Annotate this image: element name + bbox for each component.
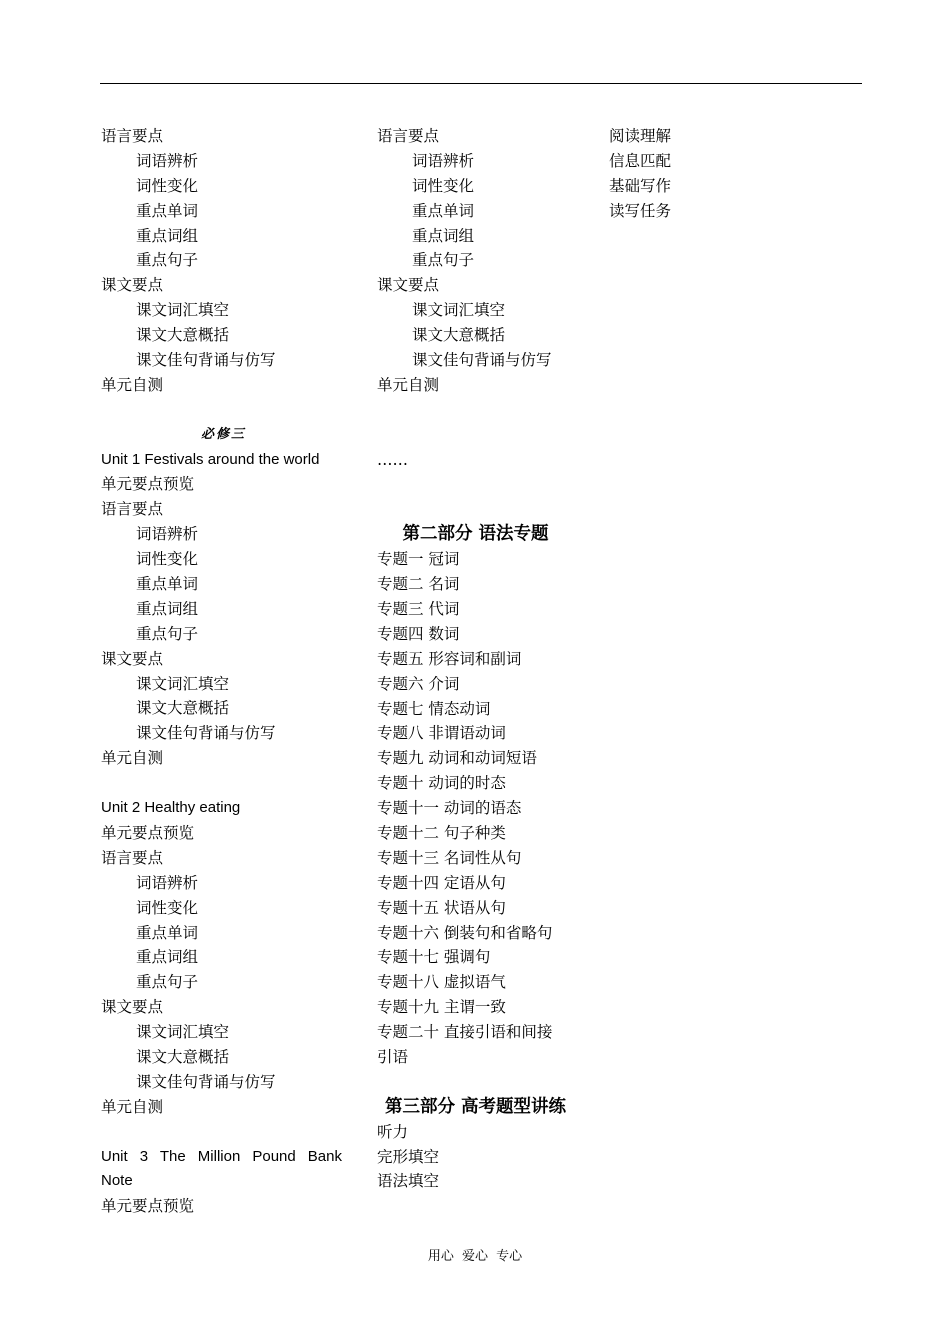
section-text-points: 课文要点 [101, 276, 164, 295]
toc-item: 课文大意概括 [136, 1047, 230, 1066]
topic-item-continuation: 引语 [377, 1047, 409, 1066]
toc-item: 重点句子 [412, 251, 475, 270]
topic-item: 专题二 名词 [377, 575, 460, 594]
topic-item: 专题十二 句子种类 [377, 823, 506, 842]
part-2-title: 第二部分 语法专题 [402, 524, 549, 545]
topic-item: 专题四 数词 [377, 624, 460, 643]
toc-item: 课文词汇填空 [136, 1023, 230, 1042]
topic-item: 专题十六 倒装句和省略句 [377, 923, 553, 942]
toc-item: 重点句子 [136, 624, 199, 643]
toc-item: 课文佳句背诵与仿写 [136, 1072, 276, 1091]
question-type-item: 阅读理解 [609, 127, 672, 145]
toc-item: 词性变化 [412, 176, 475, 195]
section-unit-preview: 单元要点预览 [101, 823, 195, 842]
section-unit-preview: 单元要点预览 [101, 475, 195, 494]
section-text-points: 课文要点 [377, 276, 440, 295]
toc-item: 重点单词 [412, 201, 475, 220]
toc-item: 重点单词 [136, 575, 199, 594]
topic-item: 专题十七 强调句 [377, 948, 491, 967]
unit-title: Unit 1 Festivals around the world [101, 450, 320, 468]
question-type-item: 完形填空 [377, 1147, 440, 1166]
topic-item: 专题七 情态动词 [377, 699, 491, 718]
topic-item: 专题十 动词的时态 [377, 774, 506, 793]
section-unit-test: 单元自测 [377, 375, 440, 394]
topic-item: 专题一 冠词 [377, 550, 460, 569]
section-language-points: 语言要点 [101, 127, 164, 145]
section-language-points: 语言要点 [101, 848, 164, 867]
toc-item: 重点单词 [136, 923, 199, 942]
topic-item: 专题八 非谓语动词 [377, 724, 506, 743]
unit-title: Unit 3 The Million Pound Bank Note [101, 1147, 342, 1190]
toc-item: 课文词汇填空 [136, 301, 230, 320]
toc-item: 词性变化 [136, 898, 199, 917]
topic-item: 专题九 动词和动词短语 [377, 749, 537, 768]
toc-item: 课文大意概括 [136, 699, 230, 718]
question-type-item: 语法填空 [377, 1172, 440, 1191]
header-rule [100, 83, 862, 84]
topic-item: 专题十五 状语从句 [377, 898, 506, 917]
toc-item: 词语辨析 [136, 151, 199, 170]
question-type-item: 读写任务 [609, 201, 672, 220]
toc-item: 课文词汇填空 [136, 674, 230, 693]
toc-item: 词语辨析 [136, 525, 199, 544]
toc-item: 重点句子 [136, 973, 199, 992]
toc-item: 词语辨析 [136, 873, 199, 892]
section-unit-test: 单元自测 [101, 749, 164, 768]
toc-item: 词语辨析 [412, 151, 475, 170]
toc-item: 词性变化 [136, 550, 199, 569]
topic-item: 专题十九 主谓一致 [377, 998, 506, 1017]
topic-item: 专题十一 动词的语态 [377, 799, 522, 818]
section-unit-preview: 单元要点预览 [101, 1197, 195, 1216]
question-type-item: 听力 [377, 1122, 409, 1141]
page-footer: 用心 爱心 专心 [427, 1249, 523, 1264]
toc-item: 重点词组 [412, 226, 475, 245]
section-language-points: 语言要点 [101, 500, 164, 519]
question-type-item: 信息匹配 [609, 151, 672, 170]
volume-title: 必修三 [200, 426, 246, 442]
section-text-points: 课文要点 [101, 998, 164, 1017]
toc-item: 课文大意概括 [136, 326, 230, 345]
section-text-points: 课文要点 [101, 649, 164, 668]
toc-item: 课文佳句背诵与仿写 [136, 351, 276, 370]
toc-item: 重点词组 [136, 948, 199, 967]
topic-item: 专题六 介词 [377, 674, 460, 693]
toc-item: 重点单词 [136, 201, 199, 220]
toc-item: 重点词组 [136, 226, 199, 245]
topic-item: 专题五 形容词和副词 [377, 649, 522, 668]
topic-item: 专题十三 名词性从句 [377, 848, 522, 867]
toc-item: 重点句子 [136, 251, 199, 270]
topic-item: 专题三 代词 [377, 599, 460, 618]
question-type-item: 基础写作 [609, 176, 672, 195]
topic-item: 专题十八 虚拟语气 [377, 973, 506, 992]
section-unit-test: 单元自测 [101, 375, 164, 394]
toc-item: 课文词汇填空 [412, 301, 506, 320]
toc-item: 课文佳句背诵与仿写 [136, 724, 276, 743]
toc-item: 词性变化 [136, 176, 199, 195]
toc-item: 课文大意概括 [412, 326, 506, 345]
unit-title: Unit 2 Healthy eating [101, 799, 241, 817]
toc-item: 课文佳句背诵与仿写 [412, 351, 552, 370]
toc-column-2 [377, 124, 577, 1194]
section-unit-test: 单元自测 [101, 1097, 164, 1116]
toc-column-1 [101, 124, 346, 1219]
section-language-points: 语言要点 [377, 127, 440, 145]
toc-item: 重点词组 [136, 599, 199, 618]
ellipsis: …… [377, 450, 408, 469]
topic-item: 专题十四 定语从句 [377, 873, 506, 892]
part-3-title: 第三部分 高考题型讲练 [384, 1096, 567, 1117]
topic-item: 专题二十 直接引语和间接 [377, 1023, 553, 1042]
toc-column-3 [609, 124, 729, 224]
